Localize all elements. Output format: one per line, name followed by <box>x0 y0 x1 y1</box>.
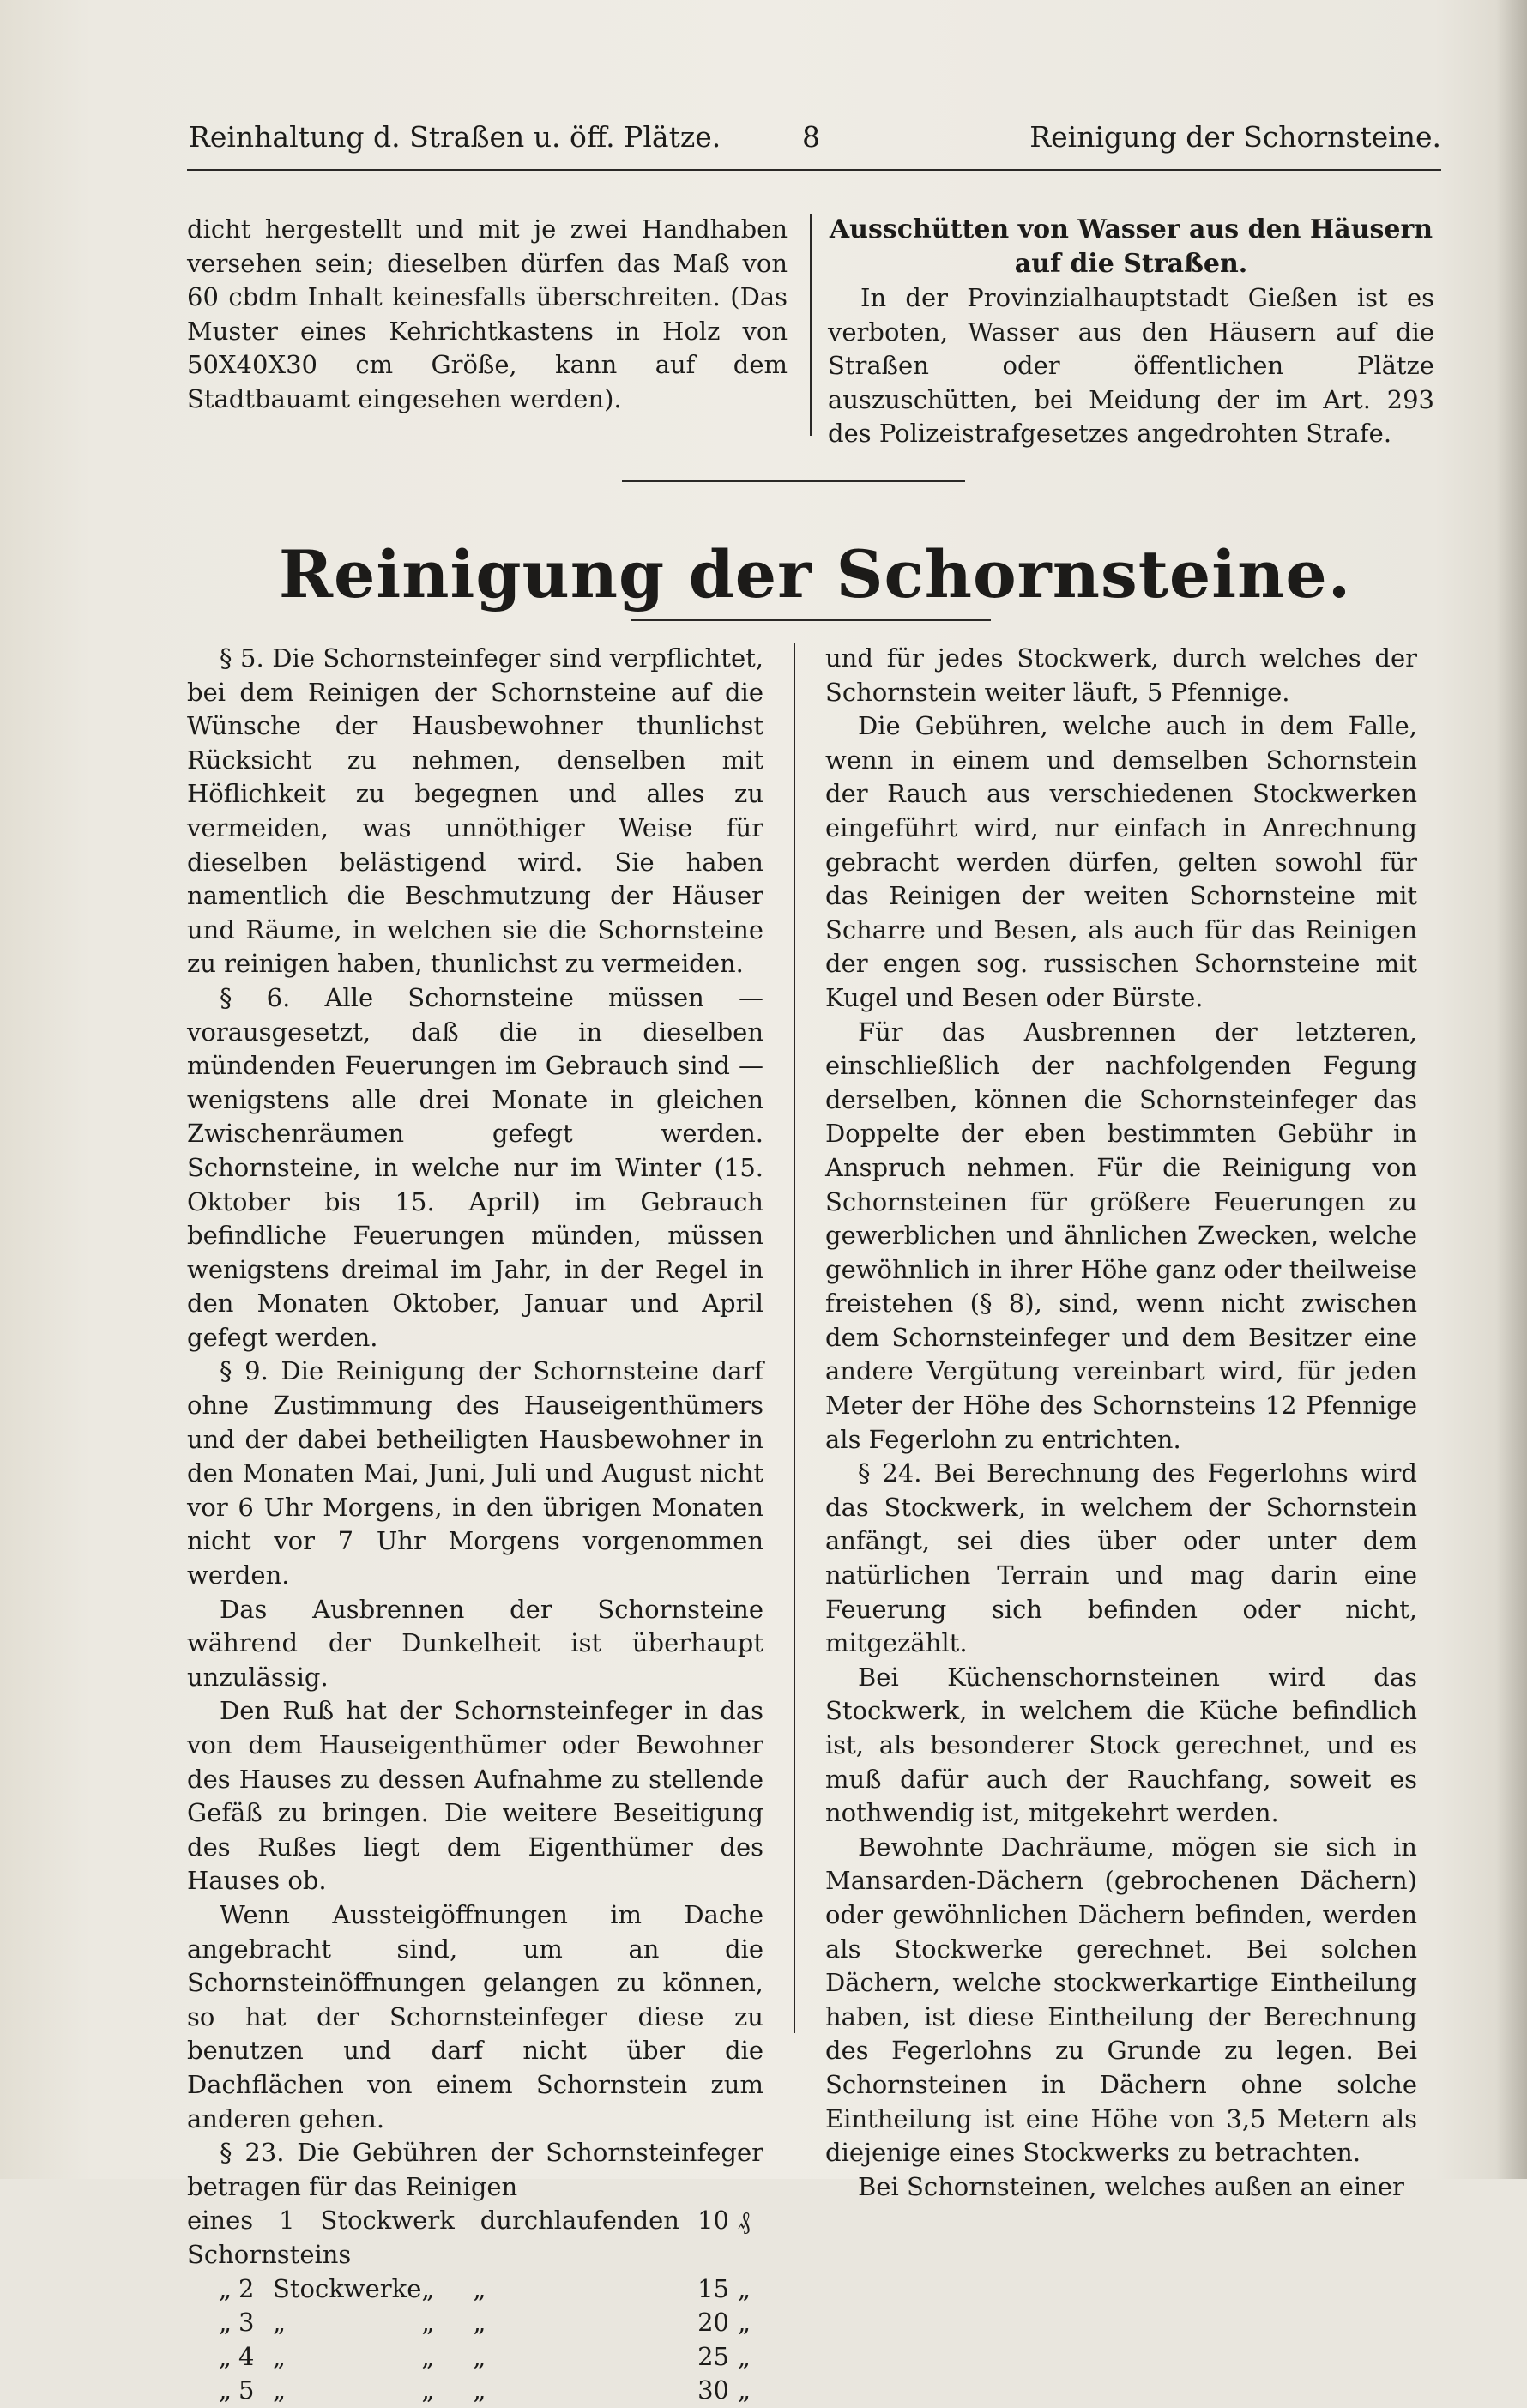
fee-unit: Stockwerke <box>273 2273 422 2303</box>
fee-floor-count: 3 <box>238 2308 255 2338</box>
paragraph-aussteigoeffnungen: Wenn Aussteigöffnungen im Dache angebracht sind, um an die Schornsteinöffnungen gelangen zu können, so hat der Schornsteinfeger diese zu benutzen und darf nicht über die Dachflächen von einem Schornstein zum anderen gehen. <box>187 1899 764 2133</box>
paragraph-schornsteine-aussen: Bei Schornsteinen, welches außen an einer <box>858 2171 1404 2201</box>
header-rule <box>187 169 1441 171</box>
fee-value: 25 <box>697 2341 729 2371</box>
running-header <box>189 120 1441 163</box>
fee-ditto: „ <box>738 2341 751 2371</box>
section-heading-wasser: Ausschütten von Wasser aus den Häusern auf die Straßen. <box>829 214 1433 279</box>
fee-value: 15 <box>697 2273 729 2303</box>
fee-ditto: „ <box>421 2308 435 2338</box>
right-column <box>825 642 1417 2204</box>
fee-floor-count: 5 <box>238 2375 255 2405</box>
paragraph-gebuehren: Die Gebühren, welche auch in dem Falle, wenn in einem und demselben Schornstein der Rauch aus verschiedenen Stockwerken eingeführt wird, nur einfach in Anrechnung gebracht werden dürfen, gelten sowohl für das Reinigen der weiten Schornsteine mit Scharre und Besen, als auch für das Reinigen der engen sog. russischen Schornsteine mit Kugel und Besen oder Bürste. <box>825 711 1417 1012</box>
section-separator-rule <box>622 480 965 482</box>
fee-intro-label: eines 1 Stockwerk durchlaufenden Schornsteins <box>187 2206 679 2269</box>
fee-floor-count: 4 <box>238 2341 255 2371</box>
fee-row <box>187 2374 764 2408</box>
fee-table <box>187 2204 764 2408</box>
fee-ditto: „ <box>738 2308 751 2338</box>
paragraph-s6: § 6. Alle Schornsteine müssen — vorausgesetzt, daß die in dieselben mündenden Feuerungen im Gebrauch sind — wenigstens alle drei Monate in gleichen Zwischenräumen gefegt werden. Schornsteine, in welche nur im Winter (15. Oktober bis 15. April) im Gebrauch befindliche Feuerungen münden, müssen wenigstens dreimal im Jahr, in der Regel in den Monaten Oktober, Januar und April gefegt werden. <box>187 982 764 1352</box>
left-column <box>187 642 764 2408</box>
paragraph-s5: § 5. Die Schornsteinfeger sind verpflichtet, bei dem Reinigen der Schornsteine auf die Wünsche der Hausbewohner thunlichst Rücksicht zu nehmen, denselben mit Höflichkeit zu begegnen und alles zu vermeiden, was unnöthiger Weise für dieselben belästigend wird. Sie haben namentlich die Beschmutzung der Häuser und Räume, in welchen sie die Schornsteine zu reinigen haben, thunlichst zu vermeiden. <box>187 643 764 979</box>
page-number: 8 <box>802 120 820 154</box>
paragraph-continuation: und für jedes Stockwerk, durch welches der Schornstein weiter läuft, 5 Pfennige. <box>825 643 1417 707</box>
top-column-divider <box>810 214 812 436</box>
paragraph-s23: § 23. Die Gebühren der Schornsteinfeger betragen für das Reinigen <box>187 2138 764 2201</box>
fee-quote: „ <box>218 2308 232 2338</box>
fee-intro-value: 10 <box>697 2206 729 2236</box>
fee-intro-unit: ₰ <box>738 2206 751 2236</box>
fee-unit: „ <box>273 2375 287 2405</box>
fee-row <box>187 2272 764 2307</box>
fee-ditto: „ <box>473 2341 486 2371</box>
fee-row <box>187 2340 764 2375</box>
main-title: Reinigung der Schornsteine. <box>278 536 1352 613</box>
fee-unit: „ <box>273 2341 287 2371</box>
fee-quote: „ <box>218 2341 232 2371</box>
main-column-divider <box>794 643 795 2033</box>
fee-ditto: „ <box>421 2375 435 2405</box>
fee-ditto: „ <box>421 2341 435 2371</box>
fee-unit: „ <box>273 2308 287 2338</box>
paragraph-kuechenschornsteine: Bei Küchenschornsteinen wird das Stockwerk, in welchem die Küche befindlich ist, als besonderer Stock gerechnet, und es muß dafür auch der Rauchfang, soweit es nothwendig ist, mitgekehrt werden. <box>825 1662 1417 1828</box>
paragraph-dachraeume: Bewohnte Dachräume, mögen sie sich in Mansarden-Dächern (gebrochenen Dächern) oder gewöhnlichen Dächern befinden, werden als Stockwerke gerechnet. Bei solchen Dächern, welche stockwerkartige Eintheilung haben, ist diese Eintheilung der Berechnung des Fegerlohns zu Grunde zu legen. Bei Schornsteinen in Dächern ohne solche Eintheilung ist eine Höhe von 3,5 Metern als diejenige eines Stockwerks zu betrachten. <box>825 1832 1417 2168</box>
fee-floor-count: 2 <box>238 2273 255 2303</box>
fee-value: 20 <box>697 2308 729 2338</box>
page-edge-shadow <box>1496 0 1527 2179</box>
top-right-block <box>828 213 1434 451</box>
fee-quote: „ <box>218 2273 232 2303</box>
top-left-paragraph: dicht hergestellt und mit je zwei Handhaben versehen sein; dieselben dürfen das Maß von 60 cbdm Inhalt keinesfalls überschreiten. (Das Muster eines Kehrichtkastens in Holz von 50X40X30 cm Größe, kann auf dem Stadtbauamt eingesehen werden). <box>187 214 788 413</box>
paragraph-ausbrennen-gebuehr: Für das Ausbrennen der letzteren, einschließlich der nachfolgenden Fegung derselben, können die Schornsteinfeger das Doppelte der eben bestimmten Gebühr in Anspruch nehmen. Für die Reinigung von Schornsteinen für größere Feuerungen zu gewerblichen und ähnlichen Zwecken, welche gewöhnlich in ihrer Höhe ganz oder theilweise freistehen (§ 8), sind, wenn nicht zwischen dem Schornsteinfeger und dem Besitzer eine andere Vergütung vereinbart wird, für jeden Meter der Höhe des Schornsteins 12 Pfennige als Fegerlohn zu entrichten. <box>825 1017 1417 1454</box>
fee-row <box>187 2306 764 2340</box>
fee-ditto: „ <box>738 2375 751 2405</box>
paragraph-s24: § 24. Bei Berechnung des Fegerlohns wird das Stockwerk, in welchem der Schornstein anfängt, sei dies über oder unter dem natürlichen Terrain und mag darin eine Feuerung sich befinden oder nicht, mitgezählt. <box>825 1458 1417 1658</box>
fee-quote: „ <box>218 2375 232 2405</box>
fee-value: 30 <box>697 2375 729 2405</box>
fee-ditto: „ <box>473 2308 486 2338</box>
header-right-title: Reinigung der Schornsteine. <box>1029 120 1441 154</box>
paragraph-s9: § 9. Die Reinigung der Schornsteine darf ohne Zustimmung des Hauseigenthümers und der dabei betheiligten Hausbewohner in den Monaten Mai, Juni, Juli und August nicht vor 6 Uhr Morgens, in den übrigen Monaten nicht vor 7 Uhr Morgens vorgenommen werden. <box>187 1356 764 1590</box>
fee-ditto: „ <box>421 2273 435 2303</box>
paragraph-ausbrennen: Das Ausbrennen der Schornsteine während der Dunkelheit ist überhaupt unzulässig. <box>187 1594 764 1692</box>
fee-ditto: „ <box>738 2273 751 2303</box>
paragraph-russ: Den Ruß hat der Schornsteinfeger in das von dem Hauseigenthümer oder Bewohner des Hauses zu dessen Aufnahme zu stellende Gefäß zu bringen. Die weitere Beseitigung des Rußes liegt dem Eigenthümer des Hauses ob. <box>187 1696 764 1896</box>
header-left-title: Reinhaltung d. Straßen u. öff. Plätze. <box>189 120 721 154</box>
top-right-paragraph: In der Provinzialhauptstadt Gießen ist es verboten, Wasser aus den Häusern auf die Straßen oder öffentlichen Plätze auszuschütten, bei Meidung der im Art. 293 des Polizeistrafgesetzes angedrohten Strafe. <box>828 283 1434 449</box>
fee-intro-row <box>187 2204 764 2272</box>
fee-ditto: „ <box>473 2273 486 2303</box>
top-left-block <box>187 213 788 417</box>
fee-ditto: „ <box>473 2375 486 2405</box>
title-underline-rule <box>631 619 991 621</box>
